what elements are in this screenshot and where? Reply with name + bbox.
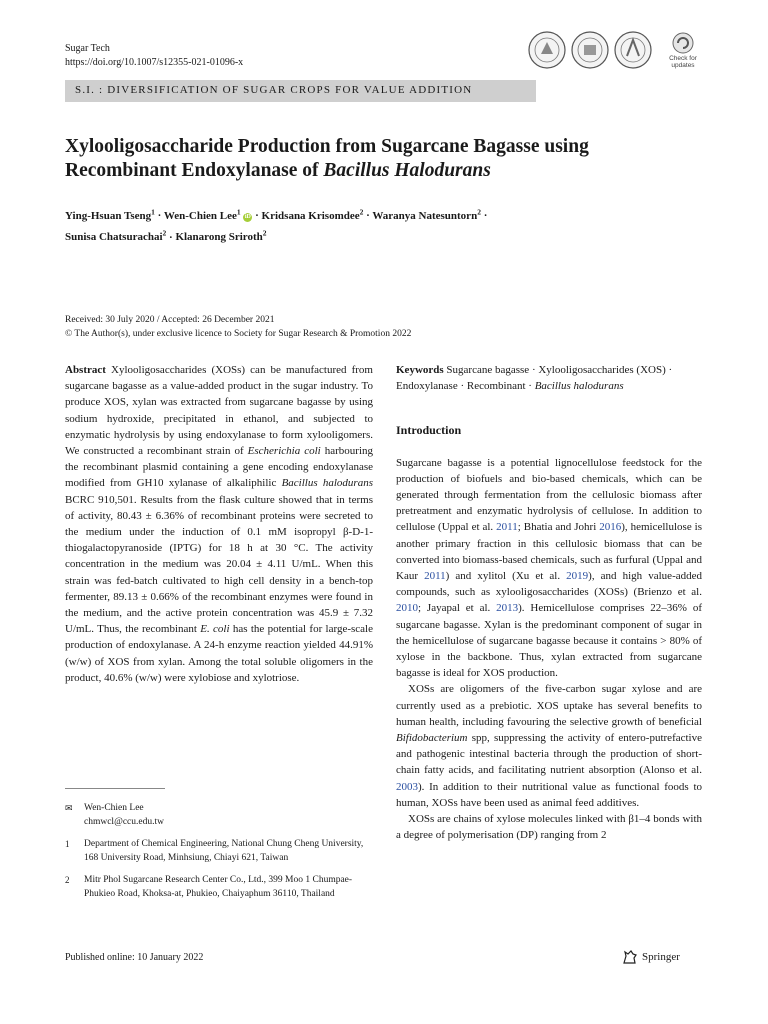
affiliation-text: Mitr Phol Sugarcane Research Center Co., Ltd., 399 Moo 1 Chumpae-Phukieo Road, Khoksa-at, Phukieo, Chaiyaphum 36110, Thailand bbox=[84, 875, 353, 899]
footnotes bbox=[65, 802, 370, 910]
citation-link[interactable]: 2013 bbox=[496, 602, 519, 615]
affiliation-number: 2 bbox=[65, 875, 70, 885]
author[interactable]: Sunisa Chatsurachai$^2$ bbox=[65, 228, 167, 244]
title-organism: Bacillus Halodurans bbox=[323, 160, 491, 181]
check-updates-line2: updates bbox=[671, 62, 695, 69]
right-column bbox=[396, 362, 702, 843]
research-seal-icon bbox=[615, 32, 651, 68]
orcid-icon[interactable]: iD bbox=[244, 213, 251, 220]
copyright-notice: © The Author(s), under exclusive licence to Society for Sugar Research & Promotion 2022 bbox=[65, 329, 412, 339]
affiliation-text: Department of Chemical Engineering, National Chung Cheng University, 168 University Road, Minhsiung, Chiayi 621, Taiwan bbox=[84, 839, 364, 863]
society-logos bbox=[527, 30, 707, 70]
author[interactable]: Ying-Hsuan Tseng$^1$ bbox=[65, 207, 155, 222]
affiliation-number: 1 bbox=[65, 839, 70, 849]
article-history bbox=[65, 313, 411, 341]
paragraph: XOSs are chains of xylose molecules linked with β1–4 bonds with a degree of polymerisation (DP) ranging from 2 bbox=[396, 813, 702, 842]
special-issue-label: S.I. : DIVERSIFICATION OF SUGAR CROPS FOR VALUE ADDITION bbox=[75, 84, 473, 96]
special-issue-banner bbox=[65, 80, 536, 102]
corresponding-name: Wen-Chien Lee bbox=[84, 803, 144, 813]
citation-link[interactable]: 2016 bbox=[599, 521, 622, 534]
keywords: Keywords Sugarcane bagasse · Xylooligosaccharides (XOS) · Endoxylanase · Recombinant · Bacillus halodurans bbox=[396, 364, 673, 393]
published-date: Published online: 10 January 2022 bbox=[65, 952, 204, 963]
author[interactable]: Waranya Natesuntorn$^2$ bbox=[372, 207, 481, 222]
citation-link[interactable]: 2003 bbox=[396, 780, 418, 793]
keywords-label: Keywords bbox=[396, 364, 444, 376]
journal-header bbox=[65, 42, 243, 70]
affiliation bbox=[65, 874, 370, 901]
doi-link[interactable]: https://doi.org/10.1007/s12355-021-01096-x bbox=[65, 57, 244, 68]
corresponding-email[interactable]: chmwcl@ccu.edu.tw bbox=[84, 816, 164, 827]
introduction-body bbox=[396, 455, 702, 844]
paragraph: XOSs are oligomers of the five-carbon sugar xylose and are currently used as a prebiotic. XOS uptake has several benefits to human health, including favouring the selective growth of beneficial Bifidobacterium spp, suppressing the activity of entero-putrefactive and pathogenic intestinal bacteria through the production of short-chain fatty acids, and facilitating nutrient absorption (Alonso et al. 2003). In addition to their nutritional value as functional foods to human, XOSs have been used as animal feed additives. bbox=[396, 683, 702, 809]
envelope-icon: ✉ bbox=[65, 803, 73, 813]
publisher-name: Springer bbox=[642, 951, 680, 963]
society-seal-icon bbox=[529, 32, 565, 68]
paragraph: Sugarcane bagasse is a potential lignocellulose feedstock for the production of biofuels and bio-based chemicals, which can be generated through fermentation from the cellulosic biomass after pretreatment and enzymatic hydrolysis of cellulose. In addition to cellulose (Uppal et al. 2011; Bhatia and Johri 2016), hemicellulose is another primary fraction in this cellulosic biomass that can be converted into biomass-based chemicals, such as furfural (Uppal and Kaur 2011) and xylitol (Xu et al. 2019), and high value-added compounds, such as xylooligosaccharides (XOSs) (Brienzo et al. 2010; Jayapal et al. 2013). Hemicellulose comprises 22–36% of sugarcane bagasse. Xylan is the predominant component of sugar in the hemicellulose of sugarcane bagasse because it contains > 80% of xylose in the backbone. Thus, xylan extracted from sugarcane bagasse is ideal for XOS production. bbox=[396, 456, 703, 680]
citation-link[interactable]: 2010 bbox=[396, 602, 418, 615]
check-updates-line1: Check for bbox=[669, 55, 697, 62]
journal-name: Sugar Tech bbox=[65, 43, 110, 54]
author[interactable]: Kridsana Krisomdee$^2$ bbox=[261, 207, 364, 222]
citation-link[interactable]: 2019 bbox=[566, 570, 589, 583]
article-title bbox=[65, 135, 705, 183]
section-heading-introduction: Introduction bbox=[396, 423, 462, 438]
citation-link[interactable]: 2011 bbox=[424, 570, 446, 583]
author-list: Ying-Hsuan Tseng$^1$ · Wen-Chien Lee$^1$ iD · Kridsana Krisomdee$^2$ · Waranya Natesuntorn$^2$ · Sunisa Chatsurachai$^2$ · Klanarong Sriroth$^2$ bbox=[65, 207, 488, 244]
publisher-logo bbox=[622, 950, 680, 964]
title-line-2: Recombinant Endoxylanase of Bacillus Halodurans bbox=[65, 160, 491, 181]
corresponding-author bbox=[65, 802, 370, 829]
author[interactable]: Wen-Chien Lee$^1$ bbox=[163, 207, 241, 222]
received-accepted-dates: Received: 30 July 2020 / Accepted: 26 December 2021 bbox=[65, 315, 275, 325]
association-seal-icon bbox=[572, 32, 608, 68]
author[interactable]: Klanarong Sriroth$^2$ bbox=[175, 228, 267, 244]
citation-link[interactable]: 2011 bbox=[496, 521, 518, 534]
abstract: Abstract Xylooligosaccharides (XOSs) can be manufactured from sugarcane bagasse as a value-added product in the sugar industry. To produce XOS, xylan was extracted from sugarcane bagasse by using sodium hydroxide, precipitated in ethanol, and subjected to enzymatic hydrolysis by using endoxylanase to form xylooligomers. We constructed a recombinant strain of Escherichia coli harbouring the recombinant plasmid containing a gene encoding endoxylanase modified from GH10 xylanase of alkaliphilic Bacillus halodurans BCRC 910,501. Results from the flask culture showed that in terms of activity, 80.43 ± 6.36% of recombinant proteins were secreted to the medium under the induction of 0.1 mM isopropyl β-D-1-thiogalactopyranoside (IPTG) for 18 h at 30 °C. The activity concentration in the medium was 20.04 ± 4.11 U/mL. When this strain was fed-batch cultivated to high cell density in a bench-top fermenter, 89.13 ± 0.66% of the recombinant enzymes were found in the medium, and the active protein concentration was 45.9 ± 7.32 U/mL. Thus, the recombinant E. coli has the potential for large-scale production of endoxylanase. A 24-h enzyme reaction yielded 44.91% (w/w) of XOS from xylan. Among the total soluble oligomers in the product, 40.6% (w/w) were xylobiose and xylotriose. bbox=[65, 364, 373, 684]
title-line-1: Xylooligosaccharide Production from Sugarcane Bagasse using bbox=[65, 136, 589, 157]
check-for-updates-icon[interactable] bbox=[669, 33, 698, 69]
affiliation bbox=[65, 838, 370, 865]
footnote-divider bbox=[65, 788, 165, 789]
springer-horse-icon bbox=[622, 950, 638, 964]
abstract-label: Abstract bbox=[65, 364, 106, 376]
